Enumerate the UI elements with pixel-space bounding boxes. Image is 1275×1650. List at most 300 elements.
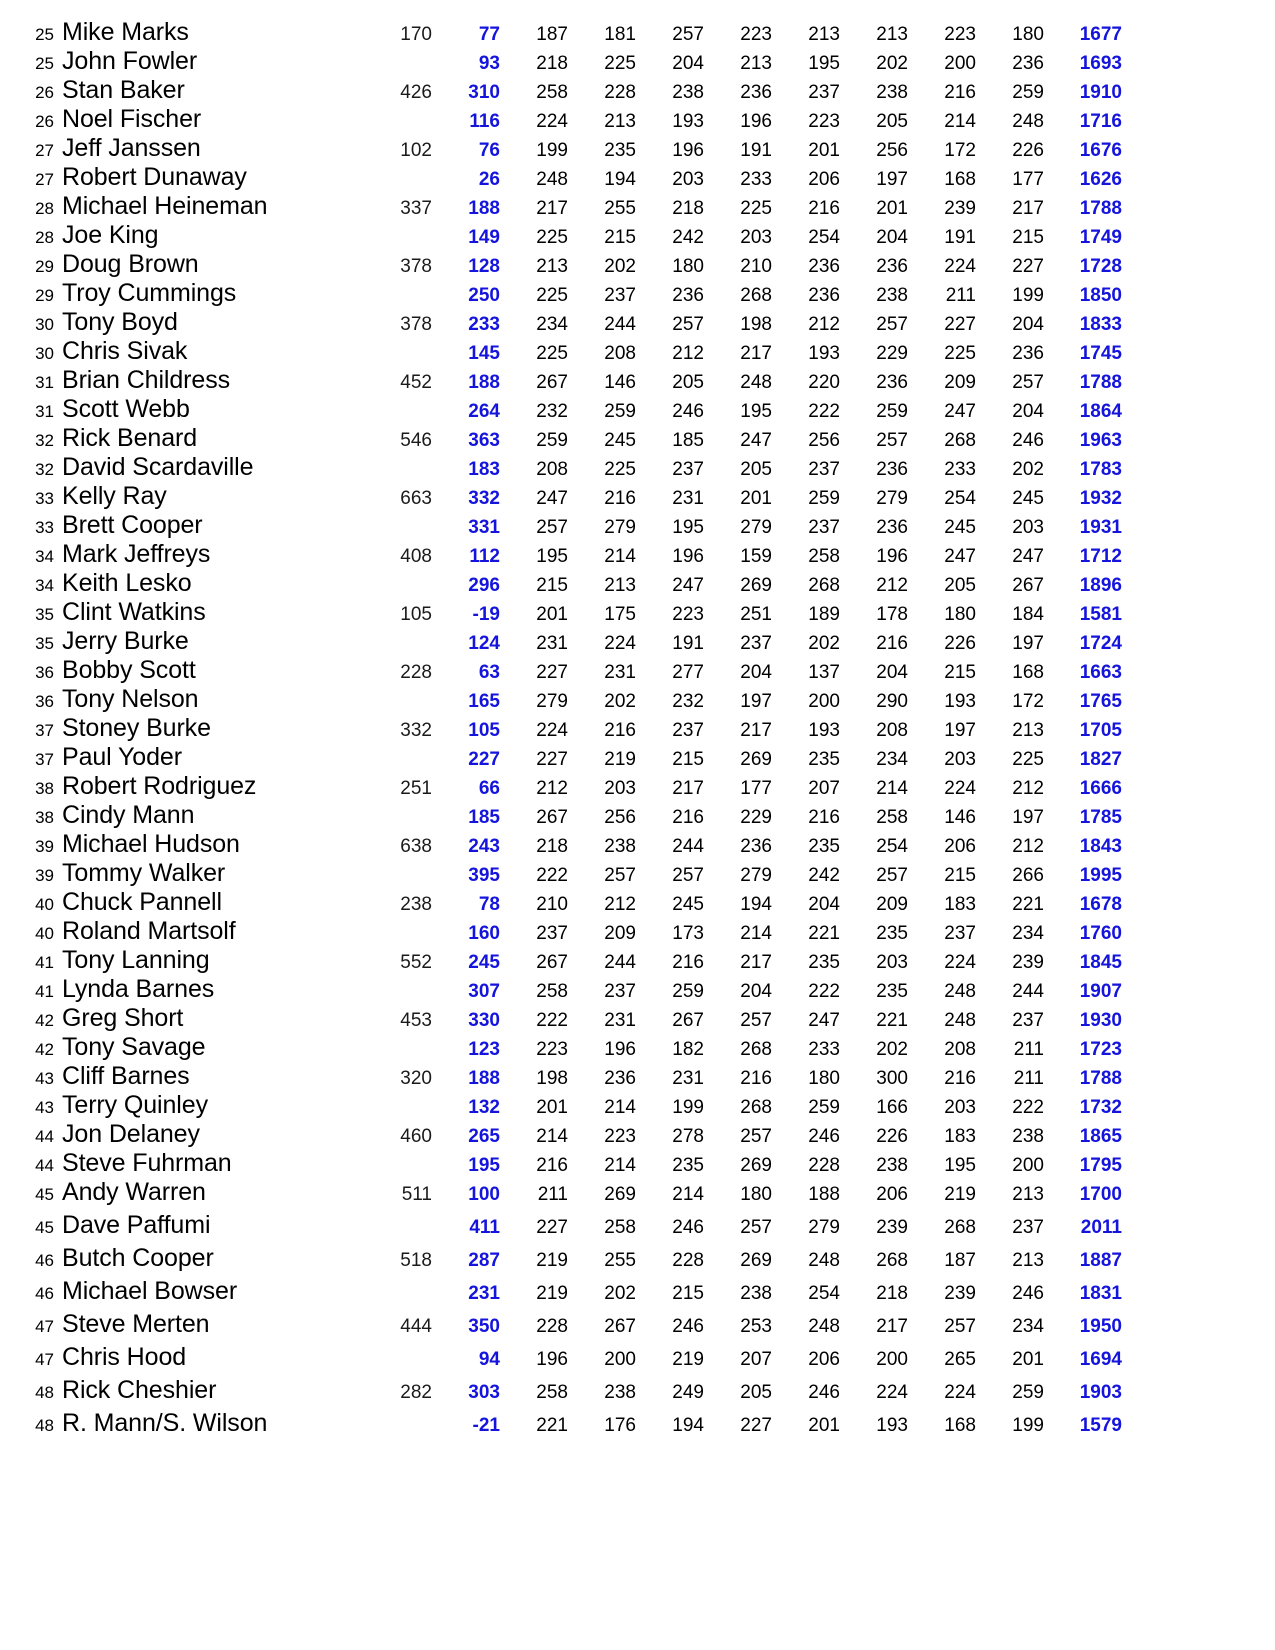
game-2-cell: 238 [604,836,636,857]
prize-cell: 638 [400,836,432,857]
game-8-cell: 213 [1012,1250,1044,1271]
game-7-cell: 237 [944,923,976,944]
handicap-cell: 93 [478,53,500,74]
table-row [20,76,1122,105]
game-6-cell: 290 [876,691,908,712]
game-4-cell: 257 [740,1126,772,1147]
handicap-cell: 330 [468,1010,500,1031]
game-6-cell: 201 [876,198,908,219]
handicap-cell: 63 [478,662,500,683]
game-1-cell: 232 [536,401,568,422]
game-6-cell: 206 [876,1184,908,1205]
game-4-cell: 279 [740,865,772,886]
game-5-cell: 256 [808,430,840,451]
game-3-cell: 217 [672,778,704,799]
game-8-cell: 222 [1012,1097,1044,1118]
table-row [20,482,1122,511]
rank-cell: 45 [35,1218,54,1237]
total-cell: 1676 [1079,140,1122,161]
game-5-cell: 195 [808,53,840,74]
game-1-cell: 223 [536,1039,568,1060]
rank-cell: 38 [35,779,54,798]
game-5-cell: 223 [808,111,840,132]
table-row [20,714,1122,743]
game-5-cell: 202 [808,633,840,654]
prize-cell: 518 [400,1250,432,1271]
game-2-cell: 213 [604,111,636,132]
game-3-cell: 245 [672,894,704,915]
game-1-cell: 215 [536,575,568,596]
game-5-cell: 247 [808,1010,840,1031]
prize-cell [366,511,436,540]
game-7-cell: 225 [944,343,976,364]
game-4-cell: 236 [740,836,772,857]
game-4-cell: 229 [740,807,772,828]
game-2-cell: 196 [604,1039,636,1060]
game-4-cell: 269 [740,749,772,770]
game-1-cell: 231 [536,633,568,654]
game-1-cell: 212 [536,778,568,799]
total-cell: 1903 [1079,1382,1122,1403]
player-name-cell: Tommy Walker [62,859,226,887]
prize-cell [366,743,436,772]
total-cell: 1963 [1079,430,1122,451]
prize-cell: 663 [400,488,432,509]
game-5-cell: 235 [808,836,840,857]
game-8-cell: 244 [1012,981,1044,1002]
game-6-cell: 238 [876,285,908,306]
game-8-cell: 266 [1012,865,1044,886]
handicap-cell: 66 [478,778,500,799]
game-1-cell: 213 [536,256,568,277]
handicap-cell: 243 [468,836,500,857]
total-cell: 1700 [1079,1184,1122,1205]
table-row [20,1091,1122,1120]
total-cell: 1827 [1079,749,1122,770]
game-2-cell: 231 [604,662,636,683]
prize-cell [366,859,436,888]
game-5-cell: 201 [808,1415,840,1436]
rank-cell: 25 [35,54,54,73]
game-1-cell: 267 [536,372,568,393]
game-7-cell: 247 [944,546,976,567]
game-6-cell: 236 [876,372,908,393]
game-8-cell: 259 [1012,82,1044,103]
game-1-cell: 248 [536,169,568,190]
prize-cell [366,279,436,308]
table-row [20,279,1122,308]
player-name-cell: Steve Fuhrman [62,1149,232,1177]
game-6-cell: 238 [876,1155,908,1176]
prize-cell [366,1211,436,1244]
prize-cell: 426 [400,82,432,103]
game-7-cell: 168 [944,169,976,190]
total-cell: 1831 [1079,1283,1122,1304]
table-row [20,1343,1122,1376]
game-5-cell: 258 [808,546,840,567]
prize-cell [366,1343,436,1376]
game-1-cell: 222 [536,1010,568,1031]
game-8-cell: 212 [1012,778,1044,799]
handicap-cell: 310 [468,82,500,103]
game-8-cell: 239 [1012,952,1044,973]
total-cell: 1788 [1079,372,1122,393]
game-4-cell: 247 [740,430,772,451]
game-2-cell: 176 [604,1415,636,1436]
game-7-cell: 187 [944,1250,976,1271]
game-3-cell: 235 [672,1155,704,1176]
game-4-cell: 238 [740,1283,772,1304]
game-3-cell: 246 [672,1217,704,1238]
game-1-cell: 225 [536,343,568,364]
prize-cell: 408 [400,546,432,567]
handicap-cell: 77 [478,24,500,45]
game-3-cell: 223 [672,604,704,625]
player-name-cell: Noel Fischer [62,105,202,133]
game-4-cell: 268 [740,1039,772,1060]
game-7-cell: 265 [944,1349,976,1370]
game-1-cell: 258 [536,82,568,103]
game-1-cell: 227 [536,662,568,683]
rank-cell: 34 [35,576,54,595]
game-7-cell: 191 [944,227,976,248]
game-6-cell: 208 [876,720,908,741]
prize-cell: 337 [400,198,432,219]
game-6-cell: 300 [876,1068,908,1089]
game-2-cell: 244 [604,952,636,973]
rank-cell: 44 [35,1156,54,1175]
game-2-cell: 202 [604,1283,636,1304]
game-6-cell: 209 [876,894,908,915]
game-8-cell: 246 [1012,430,1044,451]
rank-cell: 26 [35,112,54,131]
table-row [20,424,1122,453]
game-1-cell: 214 [536,1126,568,1147]
total-cell: 1864 [1079,401,1122,422]
player-name-cell: Jon Delaney [62,1120,200,1148]
table-row [20,1244,1122,1277]
game-5-cell: 248 [808,1316,840,1337]
player-name-cell: Troy Cummings [62,279,237,307]
game-3-cell: 267 [672,1010,704,1031]
total-cell: 1678 [1079,894,1122,915]
game-4-cell: 216 [740,1068,772,1089]
game-4-cell: 217 [740,952,772,973]
game-8-cell: 180 [1012,24,1044,45]
total-cell: 1910 [1079,82,1122,103]
total-cell: 1865 [1079,1126,1122,1147]
handicap-cell: 188 [468,1068,500,1089]
game-3-cell: 259 [672,981,704,1002]
player-name-cell: Keith Lesko [62,569,192,597]
table-row [20,134,1122,163]
total-cell: 1663 [1079,662,1122,683]
total-cell: 1931 [1079,517,1122,538]
game-7-cell: 172 [944,140,976,161]
game-4-cell: 269 [740,1250,772,1271]
game-3-cell: 238 [672,82,704,103]
game-5-cell: 279 [808,1217,840,1238]
game-3-cell: 237 [672,459,704,480]
rank-cell: 36 [35,663,54,682]
game-5-cell: 235 [808,749,840,770]
total-cell: 1783 [1079,459,1122,480]
game-2-cell: 215 [604,227,636,248]
game-4-cell: 269 [740,575,772,596]
prize-cell [366,627,436,656]
game-4-cell: 257 [740,1217,772,1238]
results-table [20,18,1122,1442]
game-1-cell: 267 [536,952,568,973]
prize-cell [366,685,436,714]
game-3-cell: 278 [672,1126,704,1147]
game-7-cell: 247 [944,401,976,422]
game-4-cell: 180 [740,1184,772,1205]
player-name-cell: Roland Martsolf [62,917,236,945]
rank-cell: 43 [35,1098,54,1117]
handicap-cell: 100 [468,1184,500,1205]
handicap-cell: 227 [468,749,500,770]
game-5-cell: 254 [808,1283,840,1304]
game-2-cell: 214 [604,1155,636,1176]
game-2-cell: 224 [604,633,636,654]
game-5-cell: 254 [808,227,840,248]
handicap-cell: 411 [469,1217,500,1238]
handicap-cell: 250 [468,285,500,306]
game-4-cell: 203 [740,227,772,248]
game-1-cell: 279 [536,691,568,712]
handicap-cell: 363 [468,430,500,451]
rank-cell: 31 [35,402,54,421]
game-2-cell: 202 [604,691,636,712]
game-6-cell: 254 [876,836,908,857]
player-name-cell: Stan Baker [62,76,185,104]
game-5-cell: 248 [808,1250,840,1271]
handicap-cell: 350 [468,1316,500,1337]
player-name-cell: Rick Cheshier [62,1376,217,1404]
game-8-cell: 246 [1012,1283,1044,1304]
game-6-cell: 258 [876,807,908,828]
player-name-cell: Cliff Barnes [62,1062,190,1090]
game-5-cell: 137 [808,662,840,683]
game-5-cell: 204 [808,894,840,915]
game-3-cell: 244 [672,836,704,857]
total-cell: 1788 [1079,198,1122,219]
game-1-cell: 217 [536,198,568,219]
prize-cell [366,917,436,946]
game-6-cell: 217 [876,1316,908,1337]
table-row [20,801,1122,830]
prize-cell [366,1409,436,1442]
prize-cell: 320 [400,1068,432,1089]
game-7-cell: 227 [944,314,976,335]
game-8-cell: 211 [1013,1068,1044,1089]
game-7-cell: 214 [944,111,976,132]
handicap-cell: 303 [468,1382,500,1403]
game-6-cell: 268 [876,1250,908,1271]
game-5-cell: 242 [808,865,840,886]
player-name-cell: Tony Boyd [62,308,178,336]
game-8-cell: 212 [1012,836,1044,857]
table-row [20,1409,1122,1442]
handicap-cell: 105 [468,720,500,741]
handicap-cell: 264 [468,401,500,422]
game-8-cell: 199 [1012,285,1044,306]
game-6-cell: 204 [876,662,908,683]
player-name-cell: Greg Short [62,1004,184,1032]
game-8-cell: 197 [1012,807,1044,828]
game-3-cell: 257 [672,24,704,45]
rank-cell: 27 [35,141,54,160]
game-7-cell: 224 [944,256,976,277]
handicap-cell: 188 [468,372,500,393]
game-1-cell: 228 [536,1316,568,1337]
player-name-cell: Mike Marks [62,18,189,46]
game-4-cell: 196 [740,111,772,132]
game-5-cell: 213 [808,24,840,45]
game-4-cell: 269 [740,1155,772,1176]
game-8-cell: 172 [1012,691,1044,712]
game-1-cell: 196 [536,1349,568,1370]
game-4-cell: 217 [740,720,772,741]
game-5-cell: 246 [808,1126,840,1147]
total-cell: 1896 [1079,575,1122,596]
handicap-cell: 26 [478,169,500,190]
player-name-cell: Michael Heineman [62,192,268,220]
handicap-cell: -21 [472,1415,500,1436]
table-row [20,511,1122,540]
game-7-cell: 257 [944,1316,976,1337]
game-5-cell: 212 [808,314,840,335]
prize-cell [366,221,436,250]
game-3-cell: 199 [672,1097,704,1118]
prize-cell: 378 [400,314,432,335]
table-row [20,221,1122,250]
game-1-cell: 195 [536,546,568,567]
rank-cell: 40 [35,924,54,943]
rank-cell: 29 [35,257,54,276]
rank-cell: 41 [35,953,54,972]
game-3-cell: 219 [672,1349,704,1370]
total-cell: 1843 [1079,836,1122,857]
total-cell: 1930 [1079,1010,1122,1031]
game-1-cell: 227 [536,749,568,770]
game-3-cell: 215 [672,1283,704,1304]
game-7-cell: 224 [944,952,976,973]
rank-cell: 46 [35,1284,54,1303]
rank-cell: 39 [35,837,54,856]
game-1-cell: 208 [536,459,568,480]
game-8-cell: 237 [1012,1010,1044,1031]
game-7-cell: 146 [944,807,976,828]
rank-cell: 41 [35,982,54,1001]
game-6-cell: 238 [876,82,908,103]
game-8-cell: 236 [1012,343,1044,364]
game-3-cell: 249 [672,1382,704,1403]
game-4-cell: 194 [740,894,772,915]
rank-cell: 42 [35,1011,54,1030]
game-1-cell: 198 [536,1068,568,1089]
player-name-cell: Paul Yoder [62,743,182,771]
game-6-cell: 235 [876,923,908,944]
game-5-cell: 237 [808,459,840,480]
table-row [20,772,1122,801]
total-cell: 1785 [1079,807,1122,828]
game-5-cell: 207 [808,778,840,799]
game-7-cell: 203 [944,749,976,770]
game-2-cell: 214 [604,1097,636,1118]
game-1-cell: 222 [536,865,568,886]
game-5-cell: 237 [808,517,840,538]
game-5-cell: 237 [808,82,840,103]
player-name-cell: Kelly Ray [62,482,167,510]
player-name-cell: Jerry Burke [62,627,189,655]
game-3-cell: 191 [672,633,704,654]
game-5-cell: 222 [808,981,840,1002]
game-8-cell: 200 [1012,1155,1044,1176]
game-6-cell: 205 [876,111,908,132]
game-1-cell: 201 [536,604,568,625]
total-cell: 1677 [1079,24,1122,45]
game-7-cell: 239 [944,198,976,219]
game-7-cell: 248 [944,1010,976,1031]
game-3-cell: 193 [672,111,704,132]
rank-cell: 33 [35,489,54,508]
total-cell: 1850 [1079,285,1122,306]
game-5-cell: 221 [808,923,840,944]
rank-cell: 34 [35,547,54,566]
game-1-cell: 210 [536,894,568,915]
game-2-cell: 216 [604,720,636,741]
table-row [20,18,1122,47]
game-3-cell: 236 [672,285,704,306]
game-1-cell: 187 [536,24,568,45]
game-1-cell: 267 [536,807,568,828]
table-row [20,830,1122,859]
game-1-cell: 257 [536,517,568,538]
game-7-cell: 206 [944,836,976,857]
game-2-cell: 181 [604,24,636,45]
game-7-cell: 254 [944,488,976,509]
rank-cell: 44 [35,1127,54,1146]
game-1-cell: 224 [536,111,568,132]
game-8-cell: 199 [1012,1415,1044,1436]
game-2-cell: 203 [604,778,636,799]
prize-cell [366,975,436,1004]
total-cell: 1666 [1079,778,1122,799]
total-cell: 1950 [1079,1316,1122,1337]
handicap-cell: 145 [468,343,500,364]
rank-cell: 30 [35,344,54,363]
game-8-cell: 177 [1012,169,1044,190]
game-1-cell: 259 [536,430,568,451]
game-1-cell: 218 [536,53,568,74]
game-8-cell: 197 [1012,633,1044,654]
game-2-cell: 225 [604,459,636,480]
game-3-cell: 231 [672,1068,704,1089]
game-6-cell: 196 [876,546,908,567]
game-7-cell: 216 [944,82,976,103]
game-4-cell: 177 [740,778,772,799]
total-cell: 1788 [1079,1068,1122,1089]
prize-cell [366,337,436,366]
game-1-cell: 199 [536,140,568,161]
game-8-cell: 202 [1012,459,1044,480]
total-cell: 1765 [1079,691,1122,712]
game-5-cell: 259 [808,1097,840,1118]
game-8-cell: 267 [1012,575,1044,596]
rank-cell: 32 [35,431,54,450]
